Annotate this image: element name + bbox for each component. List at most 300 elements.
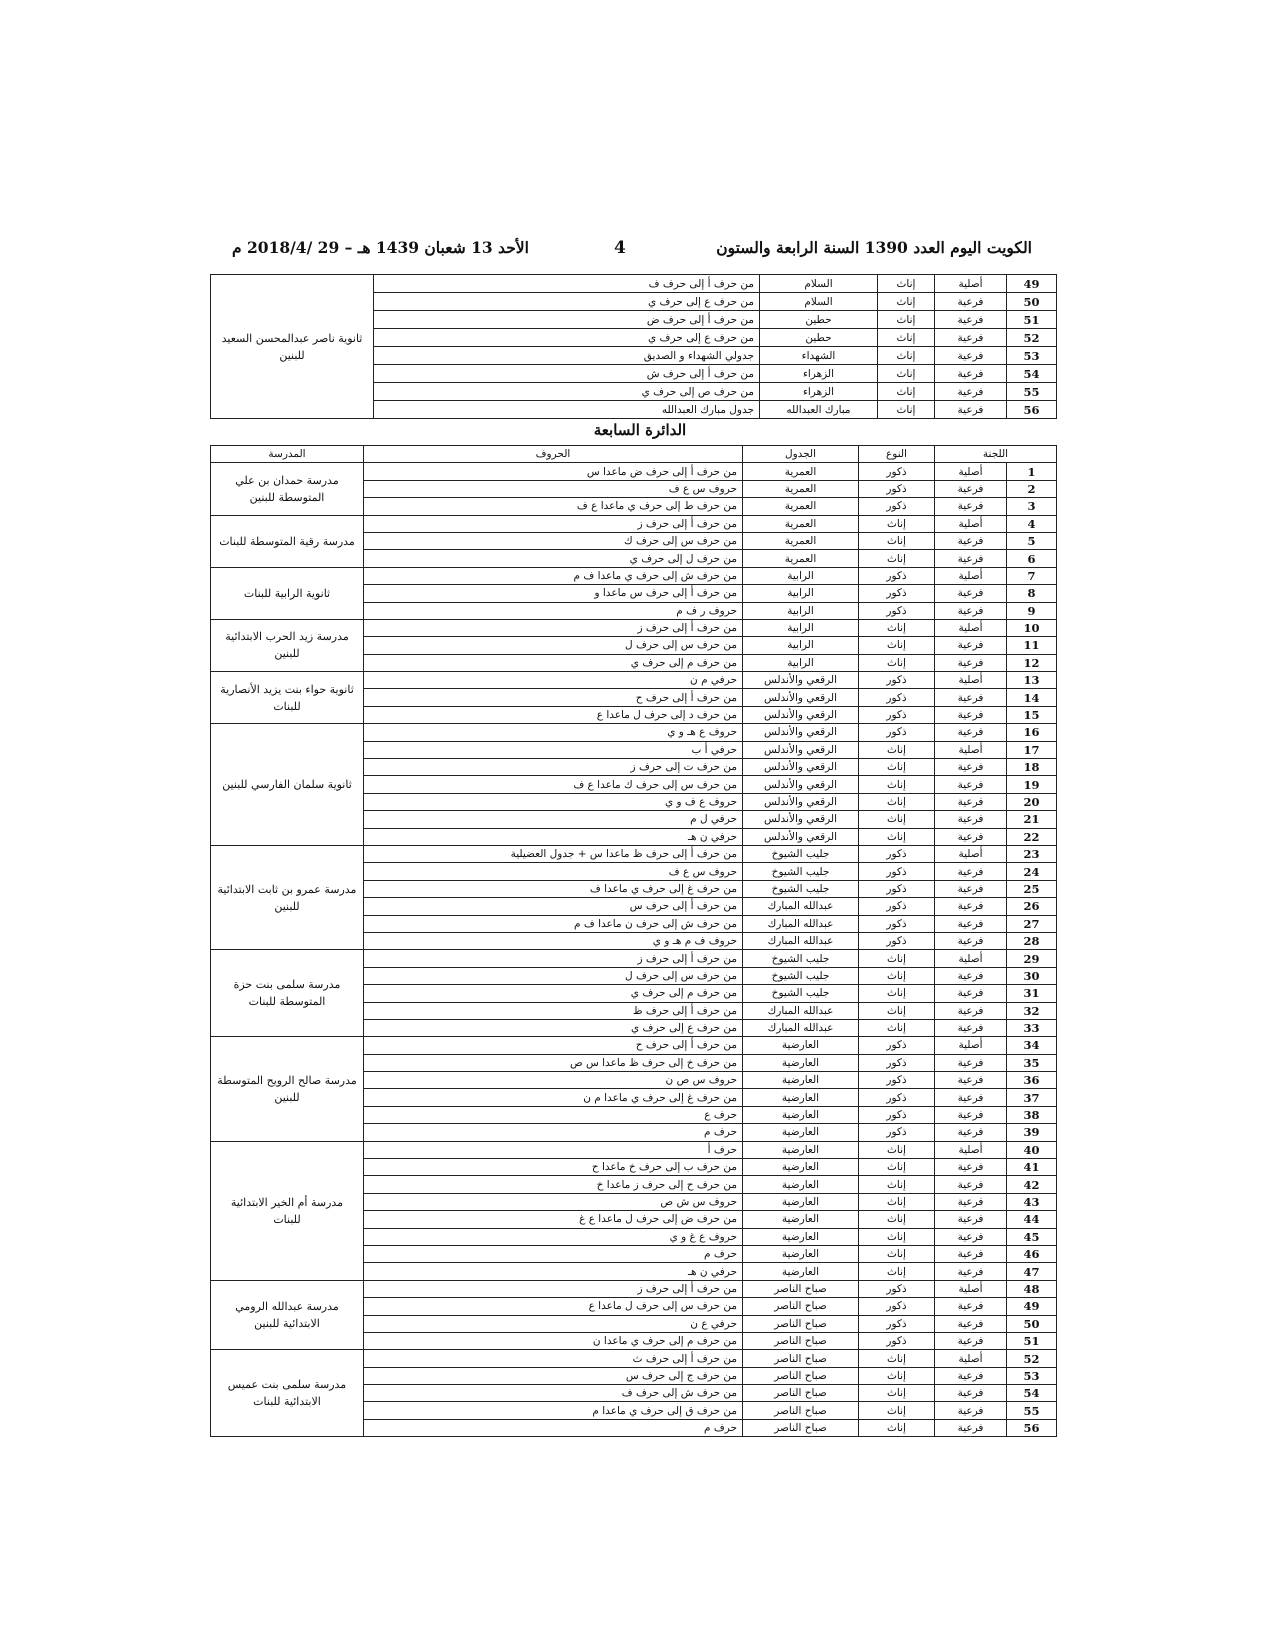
table-row	[211, 672, 1057, 689]
letters-cell: من حرف أ إلى حرف ض ماعدا س	[364, 463, 743, 480]
area-cell: الرقعي والأندلس	[743, 811, 859, 828]
committee-type: فرعية	[935, 1176, 1007, 1193]
area-cell: صباح الناصر	[743, 1419, 859, 1436]
table-row	[211, 463, 1057, 480]
gender-cell: ذكور	[859, 880, 935, 897]
letters-cell: من حرف س إلى حرف ل	[364, 637, 743, 654]
header-publication: الكويت اليوم العدد 1390 السنة الرابعة والستون	[716, 238, 1032, 257]
committee-type: فرعية	[935, 637, 1007, 654]
letters-cell: من حرف أ إلى حرف ح	[364, 1037, 743, 1054]
gender-cell: إناث	[859, 1002, 935, 1019]
header-letters: الحروف	[364, 446, 743, 463]
area-cell: العارضية	[743, 1106, 859, 1123]
committee-number: 6	[1007, 550, 1057, 567]
gender-cell: إناث	[859, 1193, 935, 1210]
letters-cell: من حرف ش إلى حرف ن ماعدا ف م	[364, 915, 743, 932]
area-cell: جليب الشيوخ	[743, 950, 859, 967]
area-cell: جليب الشيوخ	[743, 845, 859, 862]
area-cell: الرابية	[743, 619, 859, 636]
committee-number: 53	[1007, 1367, 1057, 1384]
gender-cell: إناث	[859, 1019, 935, 1036]
gender-cell: إناث	[859, 1159, 935, 1176]
committee-type: فرعية	[935, 932, 1007, 949]
gender-cell: ذكور	[859, 689, 935, 706]
letters-cell: حروف س ش ص	[364, 1193, 743, 1210]
committee-number: 55	[1007, 383, 1057, 401]
committee-number: 13	[1007, 672, 1057, 689]
committee-number: 3	[1007, 498, 1057, 515]
area-cell: العارضية	[743, 1263, 859, 1280]
letters-cell: حرف م	[364, 1419, 743, 1436]
gender-cell: إناث	[859, 741, 935, 758]
letters-cell: حروف ع هـ و ي	[364, 724, 743, 741]
committee-type: فرعية	[935, 585, 1007, 602]
area-cell: العمرية	[743, 498, 859, 515]
committee-number: 34	[1007, 1037, 1057, 1054]
school-cell: مدرسة حمدان بن علي المتوسطة للبنين	[211, 463, 364, 515]
committee-number: 24	[1007, 863, 1057, 880]
table-row	[211, 619, 1057, 636]
area-cell: الرقعي والأندلس	[743, 741, 859, 758]
area-cell: صباح الناصر	[743, 1367, 859, 1384]
committee-number: 28	[1007, 932, 1057, 949]
committee-type: أصلية	[935, 567, 1007, 584]
area-cell: الشهداء	[760, 347, 878, 365]
gender-cell: ذكور	[859, 1106, 935, 1123]
gender-cell: ذكور	[859, 585, 935, 602]
area-cell: السلام	[760, 275, 878, 293]
school-cell: ثانوية حواء بنت يزيد الأنصارية للبنات	[211, 672, 364, 724]
area-cell: الرقعي والأندلس	[743, 776, 859, 793]
letters-cell: من حرف ح إلى حرف ز ماعدا خ	[364, 1176, 743, 1193]
table-row	[211, 1037, 1057, 1054]
committee-number: 16	[1007, 724, 1057, 741]
area-cell: مبارك العبدالله	[760, 401, 878, 419]
committee-type: أصلية	[935, 463, 1007, 480]
committee-type: فرعية	[935, 311, 1007, 329]
committee-type: فرعية	[935, 1332, 1007, 1349]
committee-number: 31	[1007, 985, 1057, 1002]
gender-cell: إناث	[878, 347, 935, 365]
letters-cell: حرف م	[364, 1124, 743, 1141]
gender-cell: إناث	[859, 1350, 935, 1367]
letters-cell: حرفي ل م	[364, 811, 743, 828]
committee-number: 47	[1007, 1263, 1057, 1280]
gender-cell: ذكور	[859, 1332, 935, 1349]
letters-cell: من حرف م إلى حرف ي ماعدا ن	[364, 1332, 743, 1349]
table-row	[211, 1141, 1057, 1158]
school-cell: مدرسة أم الخير الابتدائية للبنات	[211, 1141, 364, 1280]
area-cell: الزهراء	[760, 365, 878, 383]
gender-cell: ذكور	[859, 672, 935, 689]
table-row	[211, 275, 1057, 293]
committee-type: أصلية	[935, 672, 1007, 689]
gender-cell: ذكور	[859, 1298, 935, 1315]
letters-cell: من حرف ش إلى حرف ي ماعدا ف م	[364, 567, 743, 584]
committee-type: فرعية	[935, 498, 1007, 515]
gender-cell: ذكور	[859, 915, 935, 932]
letters-cell: حرف م	[364, 1245, 743, 1262]
area-cell: صباح الناصر	[743, 1350, 859, 1367]
committee-number: 41	[1007, 1159, 1057, 1176]
committee-type: فرعية	[935, 1193, 1007, 1210]
committee-type: فرعية	[935, 689, 1007, 706]
letters-cell: من حرف ج إلى حرف س	[364, 1367, 743, 1384]
committee-number: 35	[1007, 1054, 1057, 1071]
committee-number: 49	[1007, 1298, 1057, 1315]
gender-cell: إناث	[878, 365, 935, 383]
letters-cell: حرفي أ ب	[364, 741, 743, 758]
gender-cell: ذكور	[859, 567, 935, 584]
table-row	[211, 1350, 1057, 1367]
committee-type: فرعية	[935, 654, 1007, 671]
letters-cell: من حرف ط إلى حرف ي ماعدا ع ف	[364, 498, 743, 515]
committee-type: فرعية	[935, 863, 1007, 880]
committee-number: 20	[1007, 793, 1057, 810]
committee-number: 5	[1007, 532, 1057, 549]
committee-number: 19	[1007, 776, 1057, 793]
committee-number: 2	[1007, 480, 1057, 497]
gender-cell: ذكور	[859, 724, 935, 741]
area-cell: العارضية	[743, 1228, 859, 1245]
committee-type: فرعية	[935, 1211, 1007, 1228]
gender-cell: إناث	[859, 793, 935, 810]
table-row	[211, 950, 1057, 967]
committee-number: 36	[1007, 1072, 1057, 1089]
table-row	[211, 515, 1057, 532]
committee-number: 8	[1007, 585, 1057, 602]
area-cell: جليب الشيوخ	[743, 985, 859, 1002]
committee-number: 54	[1007, 1385, 1057, 1402]
committee-type: أصلية	[935, 1350, 1007, 1367]
area-cell: عبدالله المبارك	[743, 915, 859, 932]
committee-type: فرعية	[935, 898, 1007, 915]
area-cell: العارضية	[743, 1054, 859, 1071]
committee-number: 37	[1007, 1089, 1057, 1106]
gender-cell: إناث	[859, 1385, 935, 1402]
committee-type: أصلية	[935, 1141, 1007, 1158]
committee-type: فرعية	[935, 1159, 1007, 1176]
committee-type: فرعية	[935, 1072, 1007, 1089]
area-cell: العارضية	[743, 1072, 859, 1089]
school-cell: ثانوية سلمان الفارسي للبنين	[211, 724, 364, 846]
letters-cell: حرفي ن هـ	[364, 828, 743, 845]
school-cell: مدرسة سلمى بنت حزة المتوسطة للبنات	[211, 950, 364, 1037]
area-cell: عبدالله المبارك	[743, 1002, 859, 1019]
area-cell: العمرية	[743, 532, 859, 549]
committee-number: 45	[1007, 1228, 1057, 1245]
gender-cell: إناث	[859, 1263, 935, 1280]
gender-cell: ذكور	[859, 498, 935, 515]
area-cell: صباح الناصر	[743, 1385, 859, 1402]
committee-number: 9	[1007, 602, 1057, 619]
letters-cell: حروف ف م هـ و ي	[364, 932, 743, 949]
area-cell: الرابية	[743, 654, 859, 671]
committee-number: 21	[1007, 811, 1057, 828]
committee-type: فرعية	[935, 967, 1007, 984]
gender-cell: إناث	[859, 637, 935, 654]
committee-number: 40	[1007, 1141, 1057, 1158]
letters-cell: حرفي ع ن	[364, 1315, 743, 1332]
area-cell: صباح الناصر	[743, 1280, 859, 1297]
area-cell: الرقعي والأندلس	[743, 724, 859, 741]
letters-cell: من حرف س إلى حرف ك	[364, 532, 743, 549]
committee-type: أصلية	[935, 741, 1007, 758]
letters-cell: من حرف س إلى حرف ل ماعدا ع	[364, 1298, 743, 1315]
school-cell: مدرسة عمرو بن ثابت الابتدائية للبنين	[211, 845, 364, 949]
school-cell: مدرسة زيد الحرب الابتدائية للبنين	[211, 619, 364, 671]
letters-cell: من حرف م إلى حرف ي	[364, 985, 743, 1002]
school-cell: مدرسة رقية المتوسطة للبنات	[211, 515, 364, 567]
school-cell: مدرسة صالح الرويح المتوسطة للبنين	[211, 1037, 364, 1141]
area-cell: صباح الناصر	[743, 1298, 859, 1315]
letters-cell: من حرف أ إلى حرف ظ ماعدا س + جدول العضيلية	[364, 845, 743, 862]
gender-cell: ذكور	[859, 1124, 935, 1141]
committee-type: أصلية	[935, 845, 1007, 862]
committee-type: فرعية	[935, 1367, 1007, 1384]
committee-number: 14	[1007, 689, 1057, 706]
committee-number: 54	[1007, 365, 1057, 383]
gender-cell: إناث	[859, 1176, 935, 1193]
committee-type: فرعية	[935, 776, 1007, 793]
header-page-number: 4	[614, 238, 626, 258]
committee-number: 27	[1007, 915, 1057, 932]
committee-type: فرعية	[935, 828, 1007, 845]
committee-type: فرعية	[935, 880, 1007, 897]
committee-type: فرعية	[935, 1298, 1007, 1315]
letters-cell: حرف أ	[364, 1141, 743, 1158]
committee-number: 49	[1007, 275, 1057, 293]
committee-number: 53	[1007, 347, 1057, 365]
gender-cell: ذكور	[859, 863, 935, 880]
letters-cell: جدولي الشهداء و الصديق	[374, 347, 760, 365]
letters-cell: من حرف غ إلى حرف ي ماعدا م ن	[364, 1089, 743, 1106]
school-cell: مدرسة عبدالله الرومي الابتدائية للبنين	[211, 1280, 364, 1350]
committee-type: فرعية	[935, 1054, 1007, 1071]
table-row	[211, 845, 1057, 862]
area-cell: العارضية	[743, 1141, 859, 1158]
gender-cell: إناث	[859, 532, 935, 549]
committee-type: أصلية	[935, 275, 1007, 293]
letters-cell: من حرف ب إلى حرف خ ماعدا ح	[364, 1159, 743, 1176]
gender-cell: إناث	[859, 759, 935, 776]
gender-cell: إناث	[859, 654, 935, 671]
gender-cell: ذكور	[859, 463, 935, 480]
gender-cell: إناث	[878, 401, 935, 419]
committee-number: 56	[1007, 401, 1057, 419]
committee-type: فرعية	[935, 602, 1007, 619]
gender-cell: إناث	[878, 383, 935, 401]
gender-cell: ذكور	[859, 1315, 935, 1332]
area-cell: الرقعي والأندلس	[743, 672, 859, 689]
letters-cell: من حرف أ إلى حرف ح	[364, 689, 743, 706]
committee-number: 50	[1007, 293, 1057, 311]
gender-cell: إناث	[878, 311, 935, 329]
gender-cell: ذكور	[859, 602, 935, 619]
header-gender: النوع	[859, 446, 935, 463]
committee-type: فرعية	[935, 1228, 1007, 1245]
letters-cell: من حرف خ إلى حرف ظ ماعدا س ص	[364, 1054, 743, 1071]
letters-cell: حروف س ع ف	[364, 480, 743, 497]
school-cell: مدرسة سلمى بنت عميس الابتدائية للبنات	[211, 1350, 364, 1437]
area-cell: العارضية	[743, 1245, 859, 1262]
committee-type: فرعية	[935, 480, 1007, 497]
school-cell: ثانوية ناصر عبدالمحسن السعيد للبنين	[211, 275, 374, 419]
letters-cell: من حرف أ إلى حرف ض	[374, 311, 760, 329]
committee-number: 51	[1007, 1332, 1057, 1349]
gender-cell: إناث	[859, 811, 935, 828]
committee-type: فرعية	[935, 1089, 1007, 1106]
letters-cell: من حرف أ إلى حرف س	[364, 898, 743, 915]
gender-cell: ذكور	[859, 1054, 935, 1071]
area-cell: عبدالله المبارك	[743, 898, 859, 915]
gender-cell: ذكور	[859, 1089, 935, 1106]
committee-type: فرعية	[935, 706, 1007, 723]
committee-type: فرعية	[935, 793, 1007, 810]
letters-cell: من حرف أ إلى حرف ز	[364, 950, 743, 967]
committee-number: 55	[1007, 1402, 1057, 1419]
area-cell: العارضية	[743, 1193, 859, 1210]
gender-cell: إناث	[859, 1211, 935, 1228]
committee-type: فرعية	[935, 383, 1007, 401]
committee-number: 33	[1007, 1019, 1057, 1036]
letters-cell: من حرف أ إلى حرف ز	[364, 1280, 743, 1297]
area-cell: العمرية	[743, 480, 859, 497]
letters-cell: من حرف أ إلى حرف ث	[364, 1350, 743, 1367]
letters-cell: جدول مبارك العبدالله	[374, 401, 760, 419]
committee-type: فرعية	[935, 1402, 1007, 1419]
committee-number: 15	[1007, 706, 1057, 723]
school-cell: ثانوية الرابية للبنات	[211, 567, 364, 619]
letters-cell: حرفي م ن	[364, 672, 743, 689]
gender-cell: إناث	[859, 950, 935, 967]
committee-type: فرعية	[935, 1385, 1007, 1402]
area-cell: العارضية	[743, 1211, 859, 1228]
table-row	[211, 567, 1057, 584]
area-cell: العمرية	[743, 515, 859, 532]
area-cell: صباح الناصر	[743, 1332, 859, 1349]
area-cell: الرقعي والأندلس	[743, 793, 859, 810]
gender-cell: إناث	[859, 1402, 935, 1419]
committee-number: 42	[1007, 1176, 1057, 1193]
committee-type: فرعية	[935, 1019, 1007, 1036]
letters-cell: حروف س ع ف	[364, 863, 743, 880]
area-cell: العارضية	[743, 1159, 859, 1176]
area-cell: العارضية	[743, 1089, 859, 1106]
committee-number: 38	[1007, 1106, 1057, 1123]
letters-cell: من حرف ع إلى حرف ي	[364, 1019, 743, 1036]
gender-cell: إناث	[859, 1367, 935, 1384]
area-cell: صباح الناصر	[743, 1402, 859, 1419]
letters-cell: من حرف أ إلى حرف ش	[374, 365, 760, 383]
gender-cell: إناث	[859, 1419, 935, 1436]
committee-number: 7	[1007, 567, 1057, 584]
area-cell: حطين	[760, 311, 878, 329]
letters-cell: حروف ر ف م	[364, 602, 743, 619]
letters-cell: من حرف ل إلى حرف ي	[364, 550, 743, 567]
letters-cell: من حرف ت إلى حرف ز	[364, 759, 743, 776]
committee-type: فرعية	[935, 724, 1007, 741]
committee-number: 12	[1007, 654, 1057, 671]
area-cell: الرقعي والأندلس	[743, 828, 859, 845]
committee-type: فرعية	[935, 915, 1007, 932]
committee-number: 50	[1007, 1315, 1057, 1332]
gender-cell: إناث	[859, 776, 935, 793]
committee-type: فرعية	[935, 985, 1007, 1002]
committee-type: فرعية	[935, 401, 1007, 419]
committee-number: 11	[1007, 637, 1057, 654]
letters-cell: من حرف ق إلى حرف ي ماعدا م	[364, 1402, 743, 1419]
letters-cell: من حرف أ إلى حرف س ماعدا و	[364, 585, 743, 602]
committee-number: 46	[1007, 1245, 1057, 1262]
letters-cell: من حرف س إلى حرف ك ماعدا ع ف	[364, 776, 743, 793]
committee-type: أصلية	[935, 1037, 1007, 1054]
committee-type: فرعية	[935, 811, 1007, 828]
committee-type: أصلية	[935, 619, 1007, 636]
gender-cell: إناث	[859, 550, 935, 567]
letters-cell: من حرف ع إلى حرف ي	[374, 293, 760, 311]
committee-number: 32	[1007, 1002, 1057, 1019]
committee-number: 23	[1007, 845, 1057, 862]
gender-cell: إناث	[859, 515, 935, 532]
committee-number: 39	[1007, 1124, 1057, 1141]
area-cell: العمرية	[743, 550, 859, 567]
gender-cell: ذكور	[859, 480, 935, 497]
committee-type: فرعية	[935, 365, 1007, 383]
gender-cell: إناث	[878, 329, 935, 347]
area-cell: الرقعي والأندلس	[743, 759, 859, 776]
area-cell: العمرية	[743, 463, 859, 480]
committee-number: 29	[1007, 950, 1057, 967]
committee-number: 52	[1007, 329, 1057, 347]
gender-cell: إناث	[878, 275, 935, 293]
committee-type: فرعية	[935, 550, 1007, 567]
letters-cell: من حرف أ إلى حرف ز	[364, 619, 743, 636]
letters-cell: من حرف د إلى حرف ل ماعدا ع	[364, 706, 743, 723]
committee-type: فرعية	[935, 347, 1007, 365]
gender-cell: إناث	[859, 967, 935, 984]
header-area: الجدول	[743, 446, 859, 463]
area-cell: الرابية	[743, 585, 859, 602]
committees-table-seventh-circle	[210, 445, 1057, 1437]
committee-number: 44	[1007, 1211, 1057, 1228]
committee-number: 43	[1007, 1193, 1057, 1210]
committee-number: 26	[1007, 898, 1057, 915]
gender-cell: إناث	[859, 619, 935, 636]
table-row	[211, 724, 1057, 741]
letters-cell: من حرف ع إلى حرف ي	[374, 329, 760, 347]
committee-number: 52	[1007, 1350, 1057, 1367]
area-cell: العارضية	[743, 1037, 859, 1054]
committee-type: أصلية	[935, 1280, 1007, 1297]
committee-number: 4	[1007, 515, 1057, 532]
committee-type: أصلية	[935, 515, 1007, 532]
committee-type: فرعية	[935, 1124, 1007, 1141]
committee-number: 56	[1007, 1419, 1057, 1436]
area-cell: الزهراء	[760, 383, 878, 401]
section-title: الدائرة السابعة	[593, 421, 687, 439]
committee-type: أصلية	[935, 950, 1007, 967]
letters-cell: من حرف أ إلى حرف ظ	[364, 1002, 743, 1019]
gender-cell: إناث	[859, 828, 935, 845]
area-cell: الرابية	[743, 567, 859, 584]
gender-cell: ذكور	[859, 1037, 935, 1054]
committee-type: فرعية	[935, 1315, 1007, 1332]
letters-cell: حرف ع	[364, 1106, 743, 1123]
committee-number: 17	[1007, 741, 1057, 758]
committee-type: فرعية	[935, 1419, 1007, 1436]
letters-cell: حروف س ص ن	[364, 1072, 743, 1089]
